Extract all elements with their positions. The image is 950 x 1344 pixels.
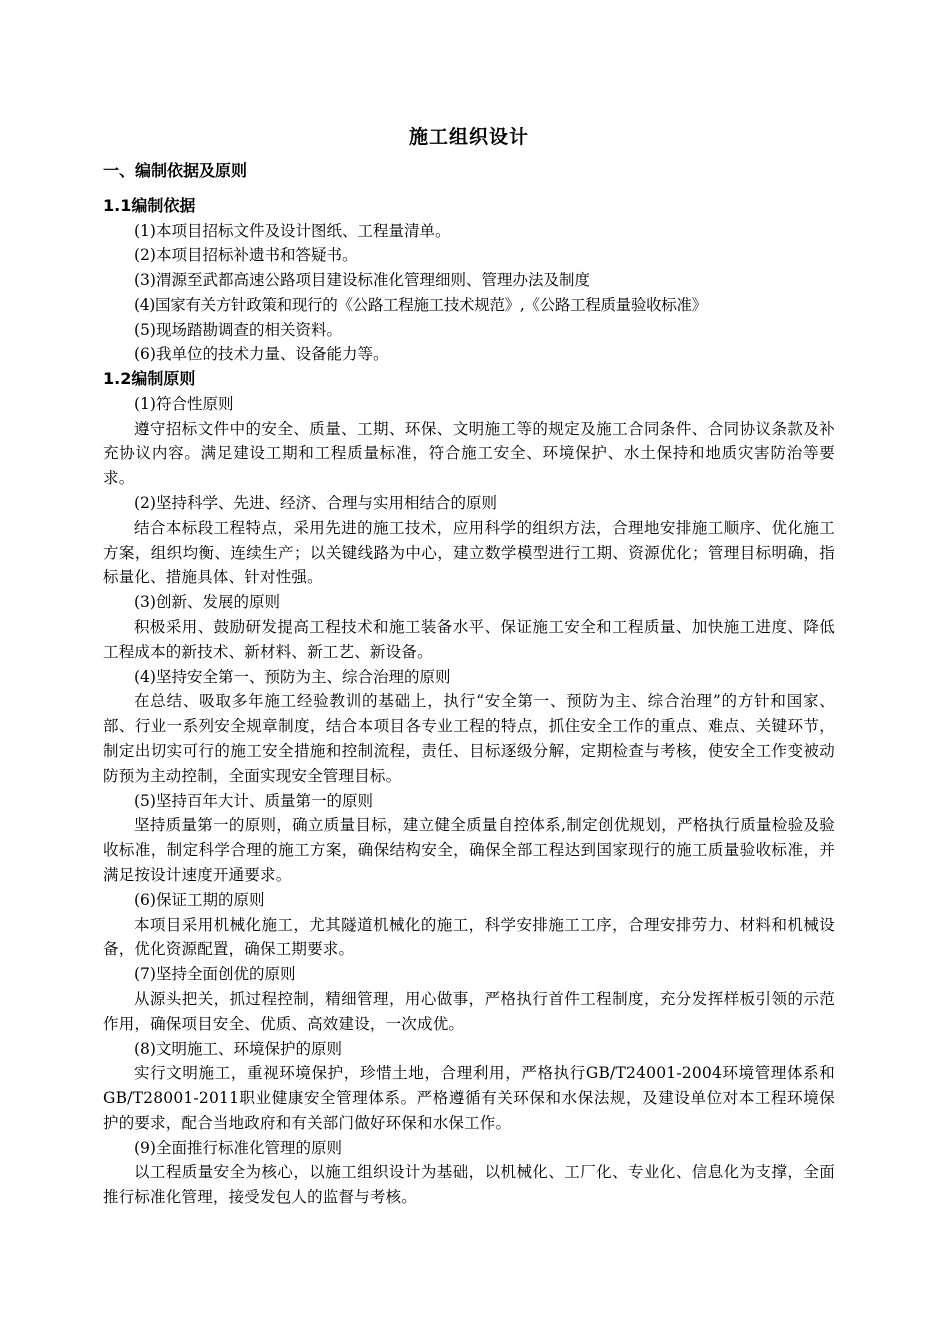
principle-text: 积极采用、鼓励研发提高工程技术和施工装备水平、保证施工安全和工程质量、加快施工进度、降低工程成本的新技术、新材料、新工艺、新设备。: [103, 617, 835, 661]
principle-text: 坚持质量第一的原则，确立质量目标，建立健全质量自控体系,制定创优规划，严格执行质量检验及验收标准，制定科学合理的施工方案，确保结构安全，确保全部工程达到国家现行的施工质量验收标准，并满足按设计速度开通要求。: [103, 816, 835, 884]
principle-text: 实行文明施工，重视环境保护，珍惜土地，合理利用，严格执行GB/T24001-2004环境管理体系和GB/T28001-2011职业健康安全管理体系。严格遵循有关环保和水保法规，及建设单位对本工程环境保护的要求，配合当地政府和有关部门做好环保和水保工作。: [103, 1064, 835, 1132]
basis-item: (4)国家有关方针政策和现行的《公路工程施工技术规范》,《公路工程质量验收标准》: [134, 295, 707, 314]
document-title: 施工组织设计: [408, 126, 529, 148]
principle-title: (9)全面推行标准化管理的原则: [134, 1138, 342, 1157]
basis-item: (5)现场踏勘调查的相关资料。: [134, 320, 342, 339]
principle-title: (3)创新、发展的原则: [134, 593, 280, 612]
basis-item: (3)渭源至武都高速公路项目建设标准化管理细则、管理办法及制度: [134, 271, 590, 290]
principle-title: (1)符合性原则: [134, 394, 234, 413]
section-heading-1: 一、编制依据及原则: [103, 161, 248, 180]
principle-title: (5)坚持百年大计、质量第一的原则: [134, 791, 373, 810]
principle-text: 从源头把关，抓过程控制，精细管理，用心做事，严格执行首件工程制度，充分发挥样板引领的示范作用，确保项目安全、优质、高效建设，一次成优。: [103, 989, 835, 1033]
principle-text: 以工程质量安全为核心，以施工组织设计为基础，以机械化、工厂化、专业化、信息化为支撑，全面推行标准化管理，接受发包人的监督与考核。: [103, 1163, 835, 1207]
principle-text: 在总结、吸取多年施工经验教训的基础上，执行“安全第一、预防为主、综合治理”的方针和国家、部、行业一系列安全规章制度，结合本项目各专业工程的特点，抓住安全工作的重点、难点、关键环节，制定出切实可行的施工安全措施和控制流程，责任、目标逐级分解，定期检查与考核，使安全工作变被动防预为主动控制，全面实现安全管理目标。: [103, 692, 835, 785]
basis-item: (1)本项目招标文件及设计图纸、工程量清单。: [134, 221, 451, 240]
document-page: [103, 124, 835, 1210]
section-heading-1-1: 1.1编制依据: [103, 196, 196, 215]
principle-title: (2)坚持科学、先进、经济、合理与实用相结合的原则: [134, 493, 497, 512]
principle-title: (8)文明施工、环境保护的原则: [134, 1039, 342, 1058]
principle-text: 本项目采用机械化施工，尤其隧道机械化的施工，科学安排施工工序，合理安排劳力、材料和机械设备，优化资源配置，确保工期要求。: [103, 915, 835, 959]
section-heading-1-2: 1.2编制原则: [103, 369, 196, 389]
principle-title: (7)坚持全面创优的原则: [134, 965, 296, 984]
basis-item: (6)我单位的技术力量、设备能力等。: [134, 345, 389, 364]
principle-title: (6)保证工期的原则: [134, 890, 265, 909]
principle-text: 遵守招标文件中的安全、质量、工期、环保、文明施工等的规定及施工合同条件、合同协议条款及补充协议内容。满足建设工期和工程质量标准，符合施工安全、环境保护、水土保持和地质灾害防治等要求。: [103, 419, 835, 488]
principle-title: (4)坚持安全第一、预防为主、综合治理的原则: [134, 667, 451, 686]
basis-item: (2)本项目招标补遗书和答疑书。: [134, 246, 358, 265]
principle-text: 结合本标段工程特点，采用先进的施工技术，应用科学的组织方法，合理地安排施工顺序、优化施工方案，组织均衡、连续生产；以关键线路为中心，建立数学模型进行工期、资源优化；管理目标明确，指标量化、措施具体、针对性强。: [103, 518, 835, 587]
